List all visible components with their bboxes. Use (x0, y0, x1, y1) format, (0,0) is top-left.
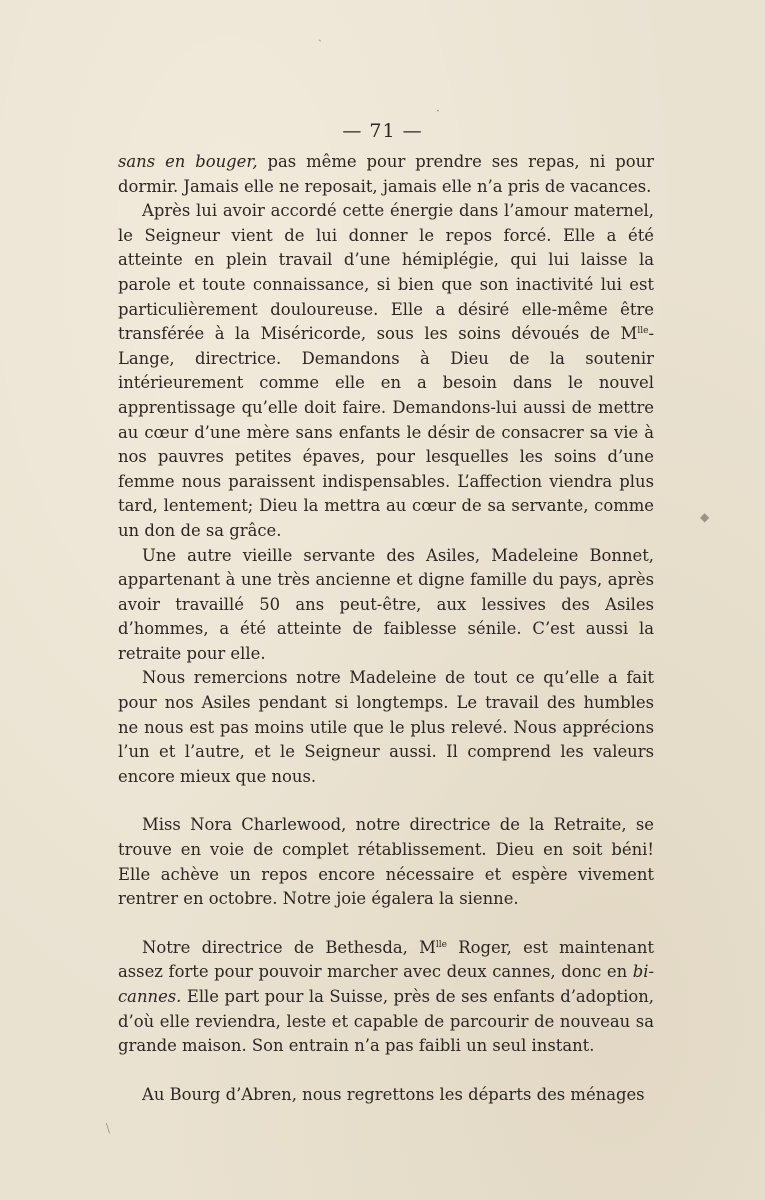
superscript-mlle: lle (637, 326, 649, 337)
scan-speck: ◆ (700, 510, 710, 524)
page-number: — 71 — (342, 120, 423, 142)
italic-phrase: sans en bouger, (118, 152, 258, 171)
body-text (118, 150, 654, 1107)
scan-speck: ﹨ (100, 1117, 117, 1136)
paragraph-text: pas même pour prendre ses repas, ni pour dormir. Jamais elle ne reposait, jamais elle n’a pris de vacances. (118, 152, 654, 196)
paragraph-hemiplegie (118, 199, 654, 543)
paragraph-text: -Lange, directrice. Demandons à Dieu de la soutenir intérieurement comme elle en a besoin dans le nouvel apprentissage qu’elle doit faire. Demandons-lui aussi de mettre au cœur d’une mère sans enfants le désir de consacrer sa vie à nos pauvres petites épaves, pour lesquelles les soins d’une femme nous paraissent indispensables. L’affection viendra plus tard, lentement; Dieu la mettra au cœur de sa servante, comme un don de sa grâce. (118, 324, 654, 540)
paragraph-nora-charlewood: Miss Nora Charlewood, notre directrice de la Retraite, se trouve en voie de complet rétablissement. Dieu en soit béni! Elle achève un repos encore nécessaire et espère vivement rentrer en octobre. Notre joie égalera la sienne. (118, 815, 654, 909)
paragraph-text: Notre directrice de Bethesda, M (142, 937, 436, 957)
paragraph-bourg-d-abren: Au Bourg d’Abren, nous regrettons les départs des ménages (142, 1084, 645, 1104)
paragraph-bethesda (118, 936, 654, 1059)
paragraph-madeleine-bonnet: Une autre vieille servante des Asiles, Madeleine Bonnet, appartenant à une très ancienne et digne famille du pays, après avoir travaillé 50 ans peut-être, aux lessives des Asiles d’hommes, a été atteinte de faiblesse sénile. C’est aussi la retraite pour elle. (118, 545, 654, 663)
paragraph-text: Roger, est maintenant assez forte pour pouvoir marcher avec deux cannes, donc en (118, 937, 654, 982)
paragraph-text: Après lui avoir accordé cette énergie dans l’amour maternel, le Seigneur vient de lui donner le repos forcé. Elle a été atteinte en plein travail d’une hémiplégie, qui lui laisse la parole et toute connaissance, si bien que son inactivité lui est particulièrement douloureuse. Elle a désiré elle-même être transférée à la Miséricorde, sous les soins dévoués de M (118, 201, 654, 344)
paragraph-text: Elle part pour la Suisse, près de ses enfants d’adoption, d’où elle reviendra, leste et capable de parcourir de nouveau sa grande maison. Son entrain n’a pas faibli un seul instant. (118, 987, 654, 1056)
italic-phrase: bi-cannes. (118, 962, 654, 1006)
superscript-mlle: lle (435, 939, 447, 950)
paragraph-continuation (118, 150, 654, 199)
scan-speck: · (436, 104, 440, 118)
paragraph-remerciements: Nous remercions notre Madeleine de tout ce qu’elle a fait pour nos Asiles pendant si longtemps. Le travail des humbles ne nous est pas moins utile que le plus relevé. Nous apprécions l’un et l’autre, et le Seigneur aussi. Il comprend les valeurs encore mieux que nous. (118, 668, 654, 786)
scan-speck: ˏ (318, 28, 322, 42)
